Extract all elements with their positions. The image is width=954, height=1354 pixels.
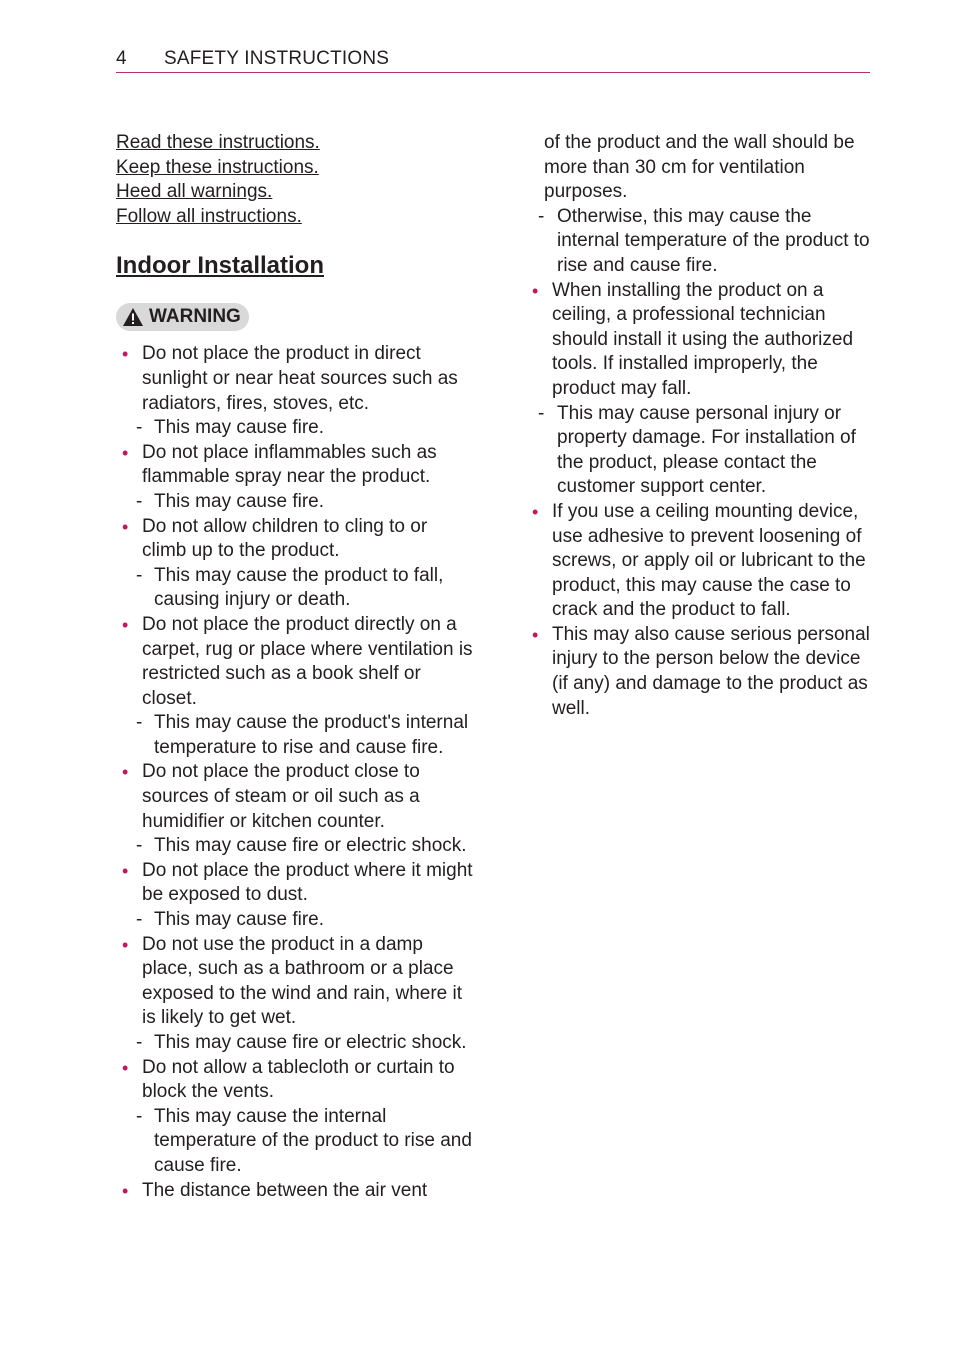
left-column xyxy=(116,131,476,1203)
warning-item: • The distance between the air vent xyxy=(116,1179,476,1204)
intro-lines xyxy=(116,131,476,229)
warning-badge xyxy=(116,303,249,331)
warning-label: WARNING xyxy=(149,306,241,328)
warning-item: • Do not place the product in direct sunlight or near heat sources such as radiators, fires, stoves, etc. xyxy=(116,342,476,416)
page-header xyxy=(116,47,870,73)
warning-item: • If you use a ceiling mounting device, use adhesive to prevent loosening of screws, or apply oil or lubricant to the product, this may cause the case to crack and the product to fall. xyxy=(526,500,876,623)
warning-item: • Do not place inflammables such as flammable spray near the product. xyxy=(116,441,476,490)
warning-list-right xyxy=(526,131,876,721)
warning-consequence: - This may cause the product to fall, causing injury or death. xyxy=(116,564,476,613)
warning-consequence: - This may cause fire. xyxy=(116,490,476,515)
warning-consequence: - This may cause fire. xyxy=(116,908,476,933)
warning-item: • Do not place the product where it might be exposed to dust. xyxy=(116,859,476,908)
warning-list-left xyxy=(116,342,476,1203)
warning-triangle-icon xyxy=(122,307,144,327)
warning-consequence: - Otherwise, this may cause the internal temperature of the product to rise and cause fire. xyxy=(526,205,876,279)
intro-line: Read these instructions. xyxy=(116,132,320,153)
warning-consequence: - This may cause fire or electric shock. xyxy=(116,1031,476,1056)
warning-item: • Do not allow a tablecloth or curtain to block the vents. xyxy=(116,1056,476,1105)
intro-line: Keep these instructions. xyxy=(116,156,319,178)
intro-line: Heed all warnings. xyxy=(116,181,273,203)
warning-consequence: - This may cause fire. xyxy=(116,416,476,441)
warning-item: • Do not use the product in a damp place, such as a bathroom or a place exposed to the wind and rain, where it is likely to get wet. xyxy=(116,933,476,1031)
warning-consequence: - This may cause the internal temperature of the product to rise and cause fire. xyxy=(116,1105,476,1179)
warning-consequence: - This may cause fire or electric shock. xyxy=(116,834,476,859)
warning-item-continued: of the product and the wall should be more than 30 cm for ventilation purposes. xyxy=(544,132,855,203)
section-heading: Indoor Installation xyxy=(116,252,324,280)
warning-item: • This may also cause serious personal injury to the person below the device (if any) and damage to the product as well. xyxy=(526,623,876,721)
warning-consequence: - This may cause the product's internal temperature to rise and cause fire. xyxy=(116,711,476,760)
warning-consequence: - This may cause personal injury or property damage. For installation of the product, please contact the customer support center. xyxy=(526,402,876,500)
warning-item: • When installing the product on a ceiling, a professional technician should install it using the authorized tools. If installed improperly, the product may fall. xyxy=(526,279,876,402)
warning-item: • Do not place the product close to sources of steam or oil such as a humidifier or kitchen counter. xyxy=(116,760,476,834)
right-column xyxy=(526,131,876,721)
warning-item: • Do not place the product directly on a carpet, rug or place where ventilation is restricted such as a book shelf or closet. xyxy=(116,613,476,711)
warning-item: • Do not allow children to cling to or climb up to the product. xyxy=(116,515,476,564)
page-number: 4 xyxy=(116,48,127,69)
section-title: SAFETY INSTRUCTIONS xyxy=(164,48,390,69)
intro-line: Follow all instructions. xyxy=(116,205,302,227)
